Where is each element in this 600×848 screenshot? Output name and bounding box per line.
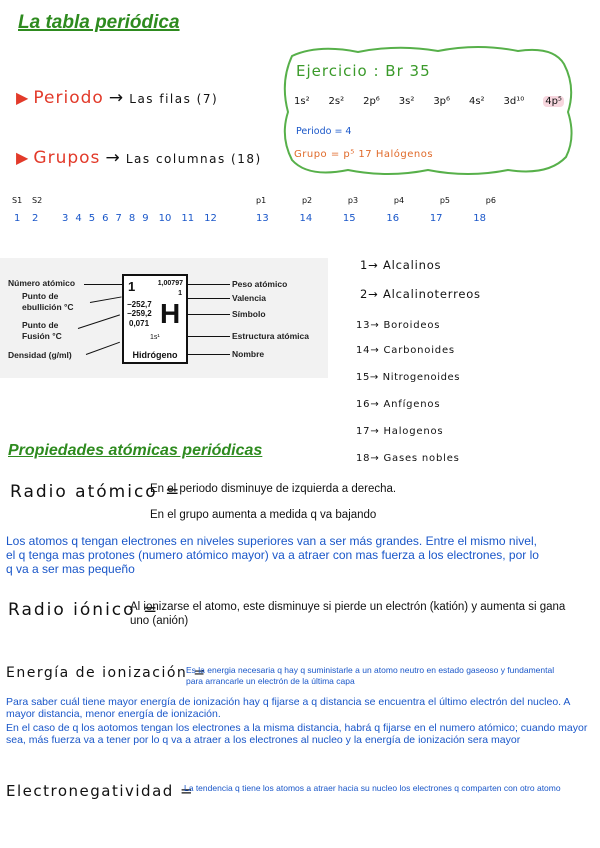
pointer-arrow: [186, 354, 230, 355]
label-atomic-weight: Peso atómico: [232, 279, 288, 289]
grupos-line: [16, 148, 262, 168]
family-label: 14→ Carbonoides: [356, 345, 455, 356]
density: 0,071: [129, 319, 150, 328]
ionizacion-explanation: Para saber cuál tiene mayor energía de ionización hay q fijarse a q distancia se encuentra el último electrón del nucleo. A mayor distancia, menor energía de ionización.: [6, 696, 570, 720]
label-name: Nombre: [232, 349, 265, 359]
valence: 1: [178, 290, 182, 297]
config-term: 2p⁶: [363, 96, 380, 107]
electron-structure: 1s¹: [150, 334, 160, 341]
electron-config: [294, 96, 564, 107]
config-term-highlight: 4p⁵: [545, 96, 562, 107]
family-item: [356, 399, 440, 410]
config-term: 3s²: [398, 96, 415, 107]
group-num: 5: [88, 213, 96, 224]
element-name: Hidrógeno: [132, 350, 178, 360]
group-num: 1: [14, 213, 21, 224]
pointer-arrow: [186, 314, 230, 315]
p-block-labels: [256, 196, 496, 205]
ejercicio-periodo: Periodo = 4: [296, 126, 352, 137]
group-num: 3: [62, 213, 69, 224]
grupos-text: Las columnas (18): [125, 152, 262, 166]
group-num: 14: [299, 213, 313, 224]
periodo-text: Las filas (7): [129, 92, 219, 106]
group-num: 4: [75, 213, 82, 224]
p-label: p1: [256, 196, 267, 205]
term-radio-atomico: Radio atómico =: [10, 482, 182, 502]
ionizacion-definition: Es la energia necesaria q hay q suministarle a un atomo neutro en estado gaseoso y fundamental para arrancarle un electrón de la última capa: [186, 665, 555, 686]
family-item: [360, 258, 441, 272]
periodo-line: [16, 88, 218, 108]
ionizacion-explanation-2: En el caso de q los aotomos tengan los electrones a la misma distancia, habrá q fijarse en el numero atómico; cuando mayor sea, más fuerza va a tener por lo q va a atraer a los electrones al nucleo y la energía de ionización sera mayor: [6, 722, 588, 746]
label-valence: Valencia: [232, 293, 267, 303]
group-num: 15: [342, 213, 356, 224]
config-term: 3p⁶: [433, 96, 451, 107]
family-label: 16→ Anfígenos: [356, 399, 441, 410]
label-density: Densidad (g/ml): [8, 350, 72, 360]
s1-label: S1: [12, 196, 23, 205]
family-label: 13→ Boroideos: [356, 320, 441, 331]
label-atomic-number: Número atómico: [8, 278, 76, 288]
config-term: 4s²: [468, 96, 485, 107]
group-num: 17: [429, 213, 443, 224]
label-structure: Estructura atómica: [232, 331, 309, 341]
family-item: [356, 372, 460, 383]
radio-atomico-explanation: Los atomos q tengan electrones en niveles superiores van a ser más grandes. Entre el mismo nivel, el q tenga mas protones (numero atómico mayor) va a atraer con mas fuerza a los electrones, por lo q va a ser mas pequeño: [6, 534, 539, 576]
group-num: 18: [473, 213, 486, 224]
p-label: p3: [347, 196, 359, 205]
periodo-label: Periodo: [33, 88, 104, 108]
melting-point: −259,2: [127, 309, 152, 318]
radio-ionico-text: Al ionizarse el atomo, este disminuye si pierde un electrón (katión) y aumenta si gana uno (anión): [130, 601, 566, 627]
pointer-arrow: [186, 336, 230, 337]
family-item: [360, 287, 481, 301]
electronegatividad-definition: La tendencia q tiene los atomos a atraer hacia su nucleo los electrones q comparten con otro atomo: [184, 783, 561, 793]
p-block-nums: [256, 213, 486, 224]
config-term: 1s²: [294, 96, 310, 107]
boiling-point: −252,7: [127, 300, 152, 309]
group-num: 8: [128, 213, 136, 224]
config-term: 2s²: [328, 96, 345, 107]
group-num: 6: [102, 213, 109, 224]
family-label: 17→ Halogenos: [356, 426, 444, 437]
periodo-arrow: →: [108, 88, 125, 108]
pointer-arrow: [186, 284, 230, 285]
page-title: La tabla periódica: [18, 12, 180, 33]
group-num: 7: [115, 213, 122, 224]
d-block-nums: [62, 213, 217, 224]
p-label: p2: [301, 196, 313, 205]
family-item: [356, 426, 443, 437]
config-term: 3d¹⁰: [503, 96, 525, 107]
term-radio-ionico: Radio iónico =: [8, 600, 160, 620]
term-electronegatividad: Electronegatividad =: [6, 782, 195, 800]
s2-label: S2: [32, 196, 43, 205]
family-item: [356, 320, 440, 331]
p-label: p5: [439, 196, 450, 205]
element-symbol: H: [160, 298, 181, 329]
grupos-arrow: →: [105, 148, 121, 168]
section-title: Propiedades atómicas periódicas: [8, 442, 263, 459]
group-num: 9: [142, 213, 149, 224]
bullet-icon: ▶: [16, 88, 29, 107]
term-energia-ionizacion: Energía de ionización =: [6, 665, 207, 681]
group-num: 12: [204, 213, 217, 224]
group-num: 11: [181, 213, 195, 224]
radio-atomico-line2: En el grupo aumenta a medida q va bajando: [150, 509, 377, 521]
pointer-arrow: [186, 298, 230, 299]
label-boiling-point: Punto de ebullición °C: [22, 291, 74, 312]
ejercicio-title: Ejercicio : Br 35: [296, 62, 431, 80]
grupos-label: Grupos: [33, 148, 101, 168]
ejercicio-grupo: Grupo = p⁵ 17 Halógenos: [294, 149, 434, 160]
family-item: [356, 453, 460, 464]
group-num: 10: [158, 213, 172, 224]
atomic-mass: 1,00797: [157, 280, 183, 287]
family-label: 1→ Alcalinos: [360, 258, 442, 272]
label-symbol: Símbolo: [232, 309, 266, 319]
pointer-arrow: [84, 284, 124, 285]
group-num: 13: [256, 213, 269, 224]
hydrogen-tile: [122, 274, 188, 364]
p-label: p4: [393, 196, 405, 205]
label-melting-point: Punto de Fusión °C: [22, 320, 62, 341]
family-label: 2→ Alcalinoterreos: [360, 287, 481, 301]
family-label: 18→ Gases nobles: [356, 453, 460, 464]
family-label: 15→ Nitrogenoides: [356, 372, 461, 383]
atomic-number: 1: [128, 279, 136, 294]
radio-atomico-line1: En el periodo disminuye de izquierda a derecha.: [150, 483, 397, 495]
bullet-icon: ▶: [16, 148, 29, 167]
group-num: 2: [32, 213, 39, 224]
group-num: 16: [386, 213, 400, 224]
family-item: [356, 345, 455, 356]
p-label: p6: [485, 196, 496, 205]
